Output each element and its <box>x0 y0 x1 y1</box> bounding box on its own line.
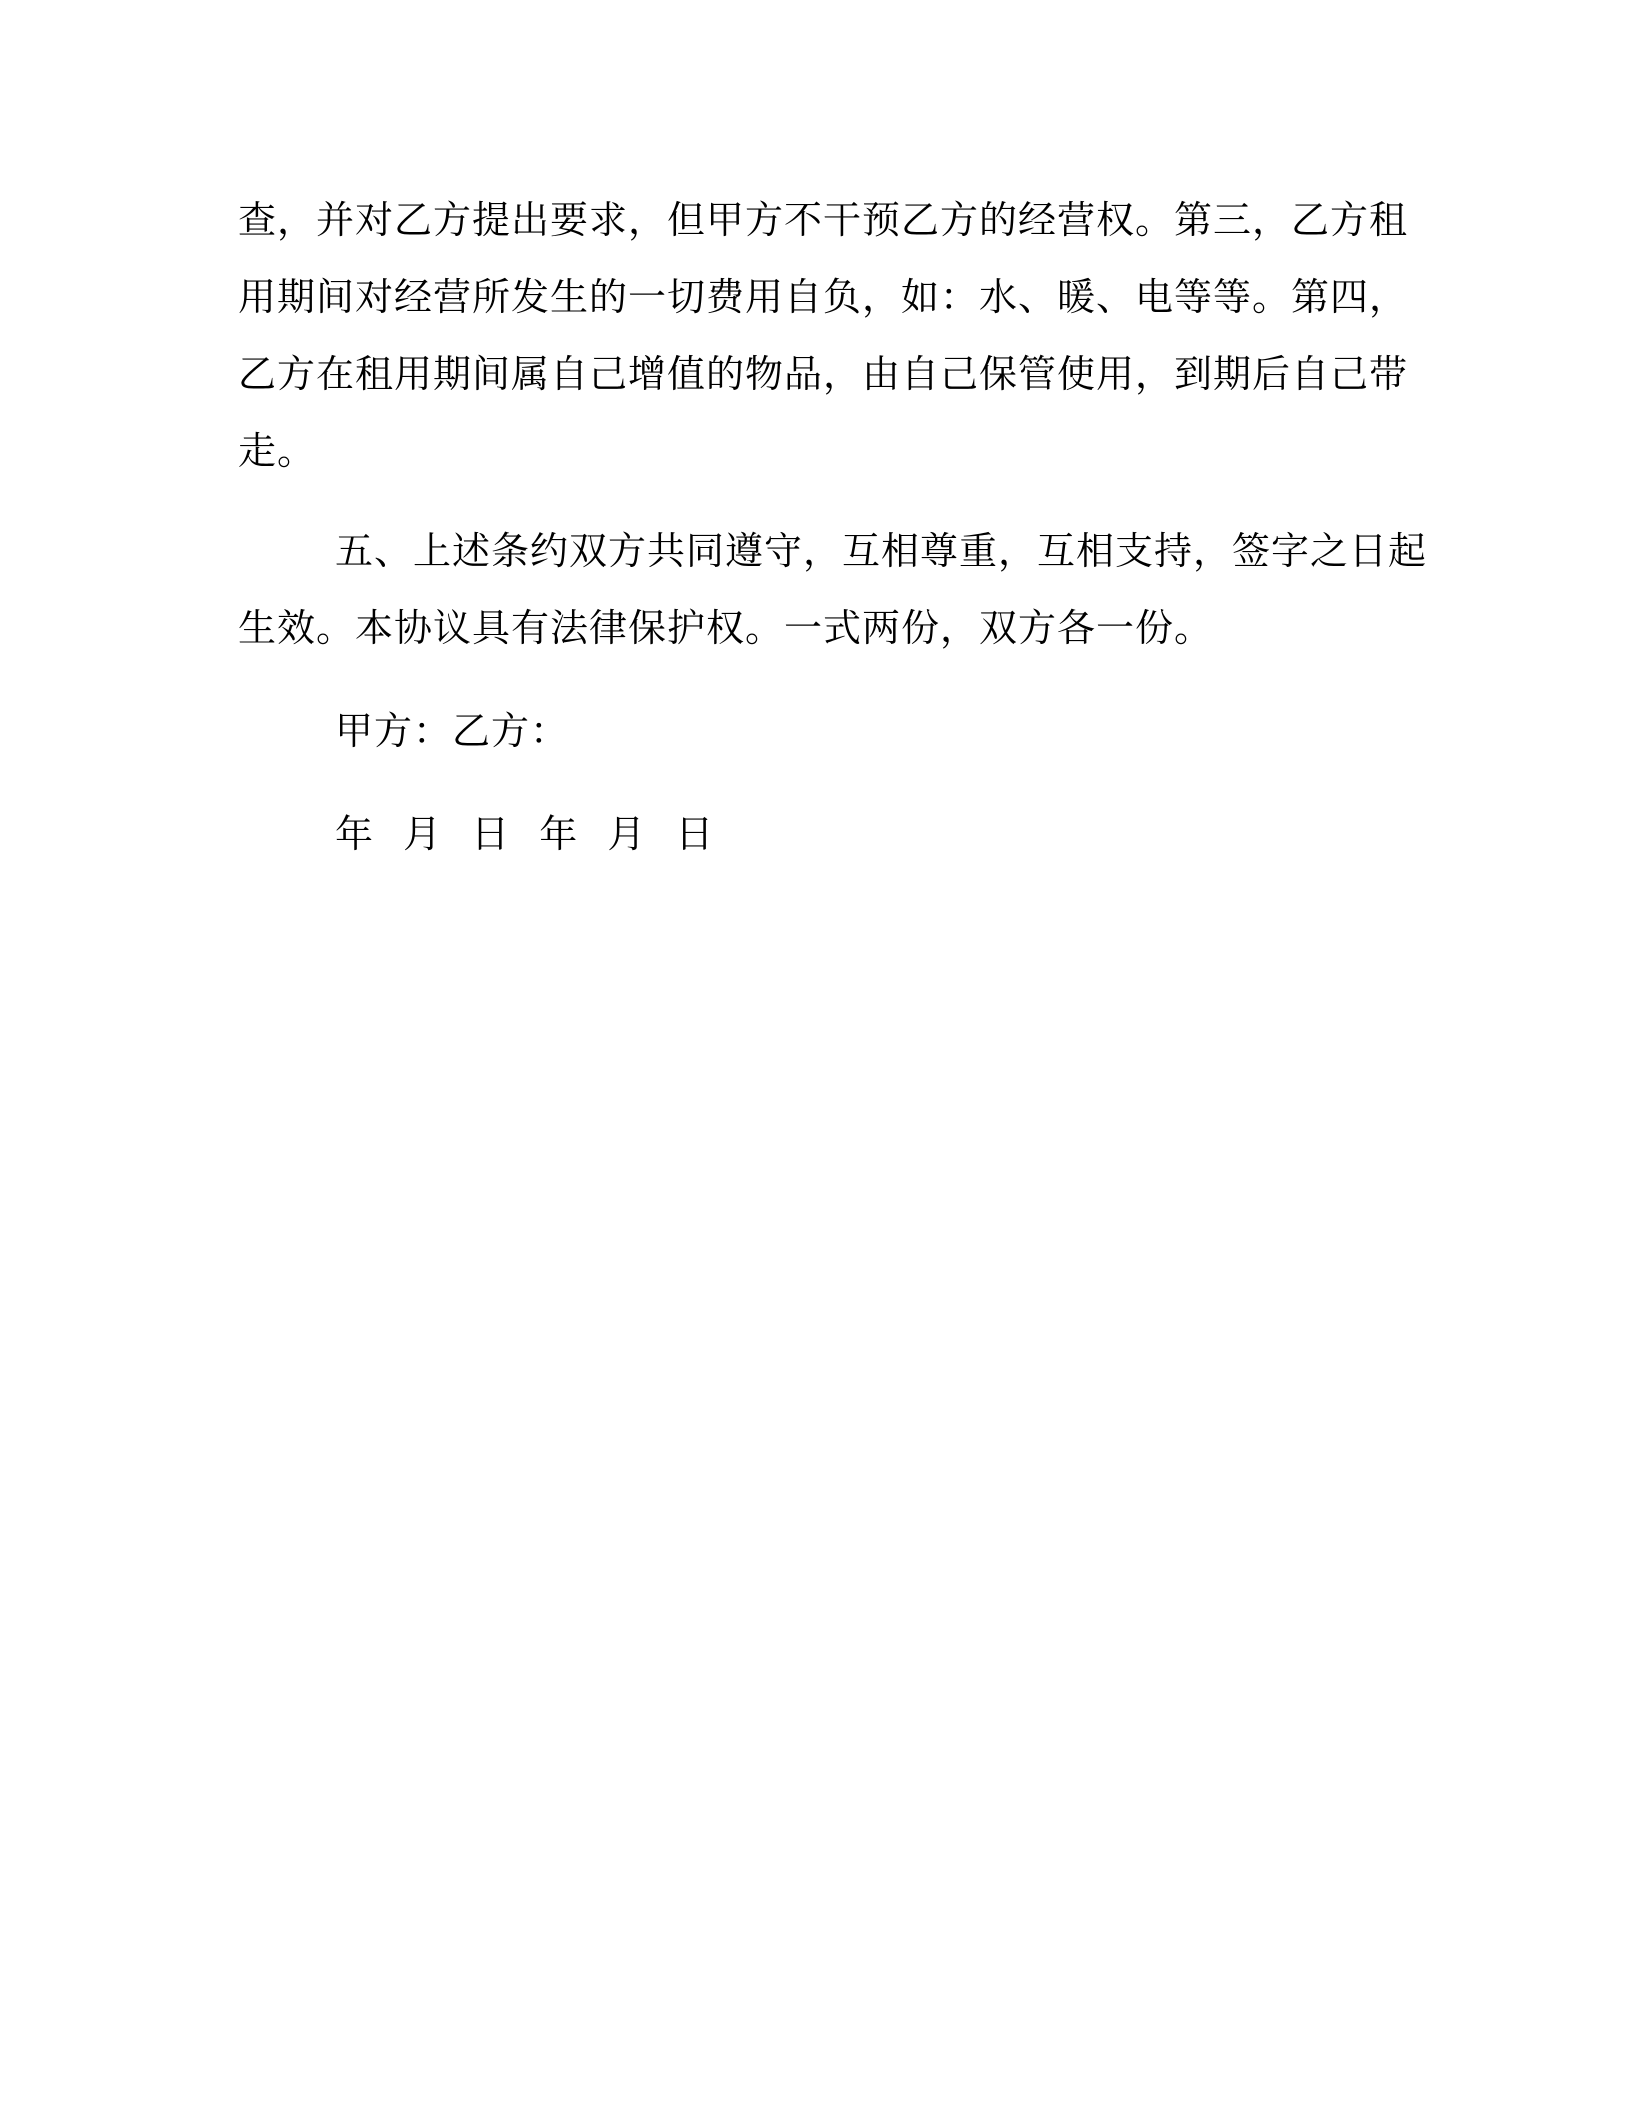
clause-five-line: 五、上述条约双方共同遵守，互相尊重，互相支持，签字之日起 <box>335 529 1428 573</box>
paragraph-line: 用期间对经营所发生的一切费用自负，如：水、暖、电等等。第四， <box>238 275 1409 319</box>
paragraph-line: 查，并对乙方提出要求，但甲方不干预乙方的经营权。第三，乙方租 <box>238 198 1409 242</box>
date-line: 年 月 日 年 月 日 <box>335 812 723 856</box>
clause-five-line: 生效。本协议具有法律保护权。一式两份，双方各一份。 <box>238 606 1214 650</box>
signature-line: 甲方：乙方： <box>335 709 570 753</box>
paragraph-line: 乙方在租用期间属自己增值的物品，由自己保管使用，到期后自己带 <box>238 352 1409 396</box>
paragraph-line: 走。 <box>238 429 317 473</box>
